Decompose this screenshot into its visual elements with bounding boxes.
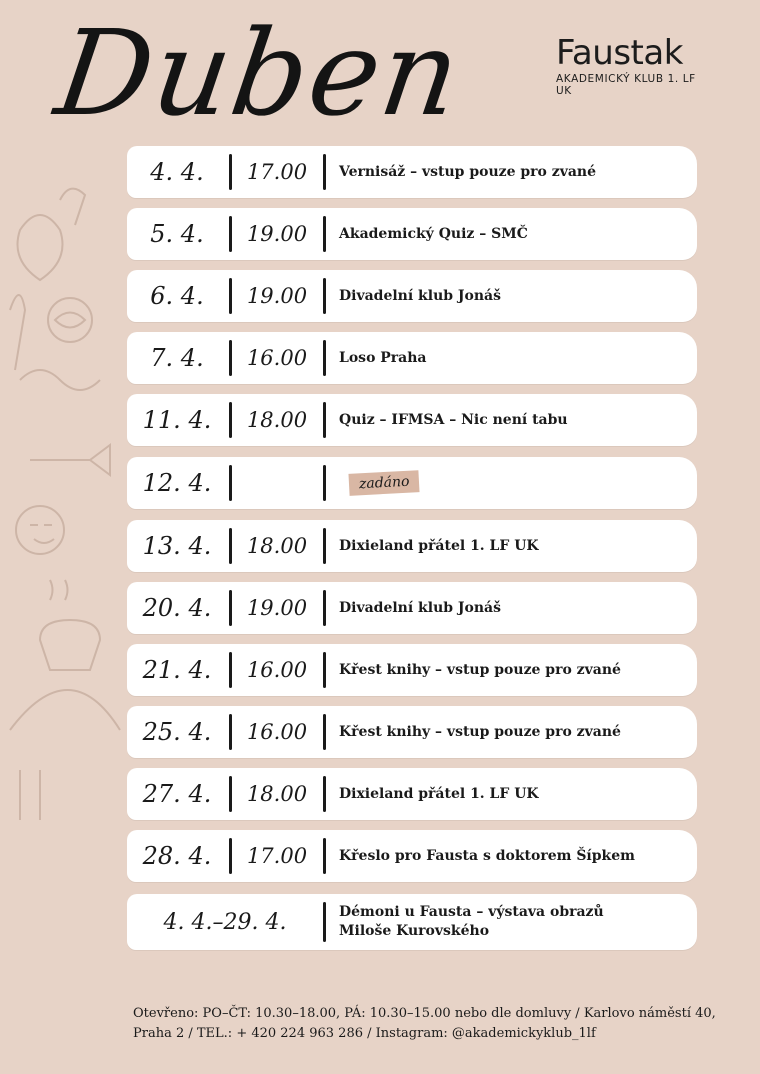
event-date: 12. 4.: [142, 469, 212, 497]
event-row: [127, 146, 697, 198]
separator: [229, 838, 232, 874]
event-title: Divadelní klub Jonáš: [339, 600, 502, 616]
event-date: 6. 4.: [150, 282, 204, 310]
faustak-logo: [556, 33, 706, 97]
page-title: Duben: [48, 4, 470, 142]
separator: [229, 776, 232, 812]
event-date: 28. 4.: [142, 842, 212, 870]
event-title: Akademický Quiz – SMČ: [339, 226, 528, 242]
event-time: 19.00: [246, 222, 308, 246]
event-date: 25. 4.: [142, 718, 212, 746]
event-time: 18.00: [246, 782, 308, 806]
event-date: 21. 4.: [142, 656, 212, 684]
event-title: Dixieland přátel 1. LF UK: [339, 786, 539, 802]
logo-subtitle: AKADEMICKÝ KLUB 1. LF UK: [556, 73, 696, 97]
event-row: [127, 270, 697, 322]
event-row: [127, 768, 697, 820]
separator: [229, 278, 232, 314]
event-row: [127, 457, 697, 509]
separator: [323, 154, 326, 190]
event-row: [127, 644, 697, 696]
event-time: 17.00: [246, 844, 308, 868]
event-time: 16.00: [246, 346, 308, 370]
event-date: 4. 4.: [150, 158, 204, 186]
separator: [323, 838, 326, 874]
separator: [323, 340, 326, 376]
separator: [229, 590, 232, 626]
event-title: Quiz – IFMSA – Nic není tabu: [339, 412, 568, 428]
separator: [229, 216, 232, 252]
footer-line-2: Praha 2 / TEL.: + 420 224 963 286 / Instagram: @akademickyklub_1lf: [133, 1026, 596, 1041]
separator: [229, 528, 232, 564]
event-time: 18.00: [246, 408, 308, 432]
event-time: 19.00: [246, 596, 308, 620]
separator: [229, 402, 232, 438]
decorative-doodles-icon: [0, 170, 130, 820]
event-title: Loso Praha: [339, 350, 427, 366]
event-title: Křeslo pro Fausta s doktorem Šípkem: [339, 848, 635, 864]
event-title: Vernisáž – vstup pouze pro zvané: [339, 164, 596, 180]
separator: [229, 714, 232, 750]
separator: [323, 714, 326, 750]
separator: [229, 340, 232, 376]
event-row: [127, 582, 697, 634]
separator: [323, 528, 326, 564]
event-title: Křest knihy – vstup pouze pro zvané: [339, 662, 621, 678]
separator: [323, 776, 326, 812]
event-row: [127, 208, 697, 260]
separator: [323, 278, 326, 314]
separator: [229, 465, 232, 501]
separator: [323, 590, 326, 626]
event-date: 5. 4.: [150, 220, 204, 248]
event-date: 7. 4.: [150, 344, 204, 372]
event-time: [233, 457, 321, 509]
event-row: [127, 706, 697, 758]
separator: [323, 652, 326, 688]
logo-name: Faustak: [556, 33, 683, 73]
event-time: 17.00: [246, 160, 308, 184]
separator: [229, 154, 232, 190]
exhibition-date-range: 4. 4.–29. 4.: [163, 909, 287, 935]
event-date: 27. 4.: [142, 780, 212, 808]
separator: [229, 652, 232, 688]
separator: [323, 402, 326, 438]
event-row: [127, 520, 697, 572]
event-time: 19.00: [246, 284, 308, 308]
event-date: 13. 4.: [142, 532, 212, 560]
footer-line-1: Otevřeno: PO–ČT: 10.30–18.00, PÁ: 10.30–15.00 nebo dle domluvy / Karlovo náměstí 40,: [133, 1006, 716, 1021]
exhibition-row: [127, 894, 697, 950]
event-row: [127, 394, 697, 446]
event-title: Divadelní klub Jonáš: [339, 288, 502, 304]
event-time: 16.00: [246, 720, 308, 744]
separator: [323, 465, 326, 501]
event-date: 11. 4.: [142, 406, 212, 434]
separator: [323, 902, 326, 942]
footer-info: [133, 1004, 723, 1044]
event-title: Křest knihy – vstup pouze pro zvané: [339, 724, 621, 740]
event-title: [339, 457, 689, 509]
exhibition-line-2: Miloše Kurovského: [339, 923, 490, 939]
event-time: 16.00: [246, 658, 308, 682]
event-time: 18.00: [246, 534, 308, 558]
exhibition-title: [339, 894, 689, 950]
reserved-tag: zadáno: [348, 470, 420, 496]
separator: [323, 216, 326, 252]
event-title: Dixieland přátel 1. LF UK: [339, 538, 539, 554]
event-date: 20. 4.: [142, 594, 212, 622]
exhibition-line-1: Démoni u Fausta – výstava obrazů: [339, 904, 604, 921]
event-row: [127, 830, 697, 882]
event-row: [127, 332, 697, 384]
